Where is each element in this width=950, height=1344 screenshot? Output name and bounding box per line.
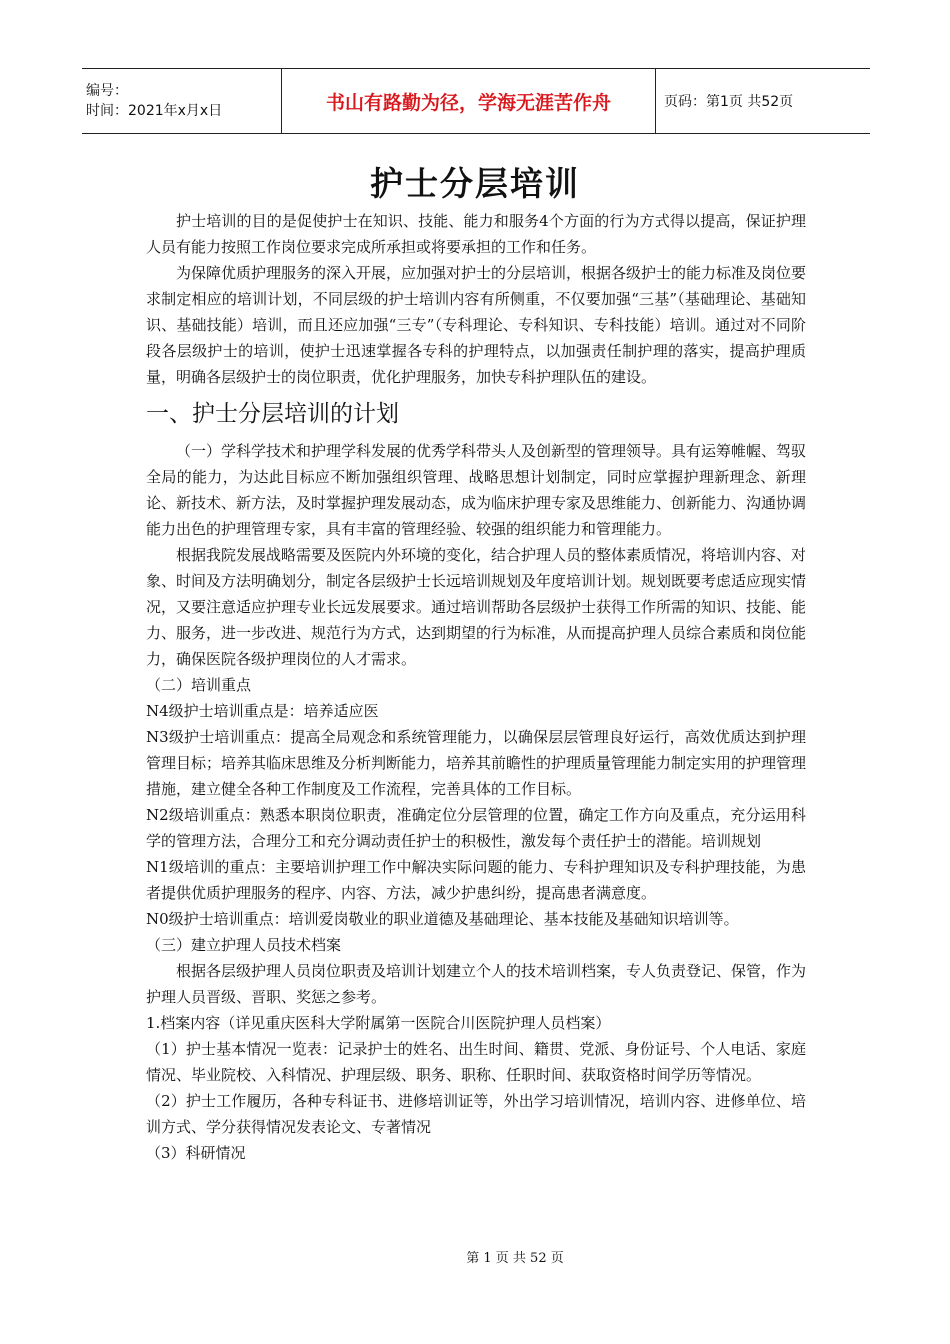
paragraph: （一）学科学技术和护理学科发展的优秀学科带头人及创新型的管理领导。具有运筹帷幄、驾驭全局的能力，为达此目标应不断加强组织管理、战略思想计划制定，同时应掌握护理新理念、新理论、新技术、新方法，及时掌握护理发展动态，成为临床护理专家及思维能力、创新能力、沟通协调能力出色的护理管理专家，具有丰富的管理经验、较强的组织能力和管理能力。: [146, 442, 807, 538]
motto-text: 书山有路勤为径，学海无涯苦作舟: [325, 91, 611, 114]
subheading: （二）培训重点: [146, 676, 252, 694]
paragraph: 护士培训的目的是促使护士在知识、技能、能力和服务4个方面的行为方式得以提高，保证护理人员有能力按照工作岗位要求完成所承担或将要承担的工作和任务。: [146, 212, 806, 256]
page-header: [82, 68, 870, 134]
paragraph: 根据我院发展战略需要及医院内外环境的变化，结合护理人员的整体素质情况，将培训内容、对象、时间及方法明确划分，制定各层级护士长远培训规划及年度培训计划。规划既要考虑适应现实情况，又要注意适应护理专业长远发展要求。通过培训帮助各层级护士获得工作所需的知识、技能、能力、服务，进一步改进、规范行为方式，达到期望的行为标准，从而提高护理人员综合素质和岗位能力，确保医院各级护理岗位的人才需求。: [146, 546, 807, 668]
paragraph: （3）科研情况: [146, 1144, 246, 1162]
header-meta: [82, 69, 282, 133]
paragraph: 为保障优质护理服务的深入开展，应加强对护士的分层培训，根据各级护士的能力标准及岗位要求制定相应的培训计划，不同层级的护士培训内容有所侧重，不仅要加强“三基”（基础理论、基础知识、基础技能）培训，而且还应加强“三专”（专科理论、专科知识、专科技能）培训。通过对不同阶段各层级护士的培训，使护士迅速掌握各专科的护理特点，以加强责任制护理的落实，提高护理质量，明确各层级护士的岗位职责，优化护理服务，加快专科护理队伍的建设。: [146, 264, 807, 386]
paragraph: N4级护士培训重点是：培养适应医: [146, 702, 379, 720]
subheading: （三）建立护理人员技术档案: [146, 936, 342, 954]
section-heading: 一、护士分层培训的计划: [146, 401, 399, 427]
paragraph: （2）护士工作履历，各种专科证书、进修培训证等，外出学习培训情况，培训内容、进修单位、培训方式、学分获得情况发表论文、专著情况: [146, 1092, 806, 1136]
header-page-info: [656, 69, 870, 133]
document-title: 护士分层培训: [370, 164, 580, 203]
paragraph: N3级护士培训重点：提高全局观念和系统管理能力，以确保层层管理良好运行，高效优质达到护理管理目标；培养其临床思维及分析判断能力，培养其前瞻性的护理质量管理能力制定实用的护理管理措施，建立健全各种工作制度及工作流程，完善具体的工作目标。: [146, 728, 807, 798]
code-label: 编号：: [86, 83, 128, 99]
header-motto: [282, 69, 656, 133]
page-info-text: 页码：第1页 共52页: [664, 94, 794, 110]
page-footer: 第 1 页 共 52 页: [466, 1251, 564, 1266]
paragraph: （1）护士基本情况一览表：记录护士的姓名、出生时间、籍贯、党派、身份证号、个人电话、家庭情况、毕业院校、入科情况、护理层级、职务、职称、任职时间、获取资格时间学历等情况。: [146, 1040, 806, 1084]
paragraph: N0级护士培训重点：培训爱岗敬业的职业道德及基础理论、基本技能及基础知识培训等。: [146, 910, 739, 928]
document-body: [146, 208, 806, 1166]
paragraph: 1.档案内容（详见重庆医科大学附属第一医院合川医院护理人员档案）: [146, 1014, 611, 1032]
time-label: 时间：2021年x月x日: [86, 103, 223, 119]
paragraph: 根据各层级护理人员岗位职责及培训计划建立个人的技术培训档案，专人负责登记、保管，作为护理人员晋级、晋职、奖惩之参考。: [146, 962, 807, 1006]
paragraph: N1级培训的重点：主要培训护理工作中解决实际问题的能力、专科护理知识及专科护理技能，为患者提供优质护理服务的程序、内容、方法，减少护患纠纷，提高患者满意度。: [146, 858, 806, 902]
paragraph: N2级培训重点：熟悉本职岗位职责，准确定位分层管理的位置，确定工作方向及重点，充分运用科学的管理方法，合理分工和充分调动责任护士的积极性，激发每个责任护士的潜能。培训规划: [146, 806, 806, 850]
